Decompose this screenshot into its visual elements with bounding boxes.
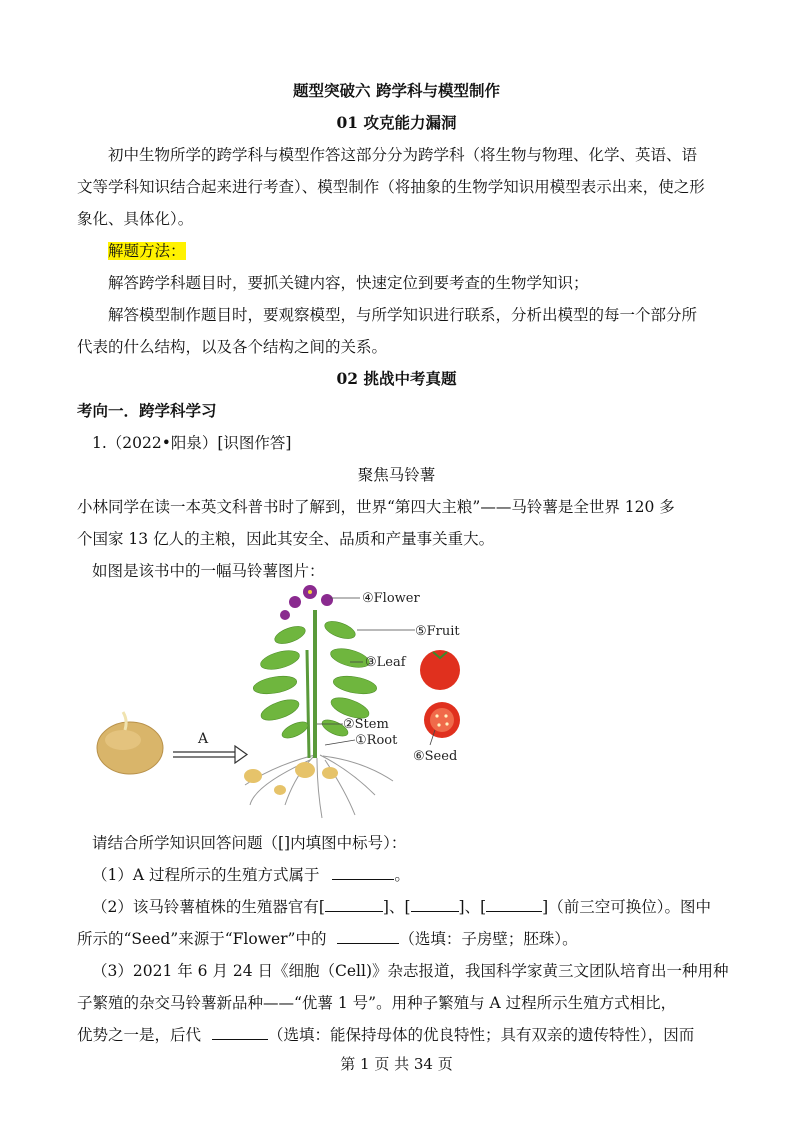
method-label: 解题方法：: [108, 242, 186, 260]
page-title: 题型突破六 跨学科与模型制作: [293, 81, 500, 100]
arrow-a: [173, 731, 247, 763]
passage-line-2: 个国家 13 亿人的主粮，因此其安全、品质和产量事关重大。: [77, 530, 495, 548]
label-leaf: ③Leaf: [365, 655, 406, 670]
label-stem: ②Stem: [343, 717, 389, 732]
topic-heading: 考向一．跨学科学习: [77, 401, 217, 420]
section-heading-1: 01 攻克能力漏洞: [336, 113, 457, 132]
tomato-fruit: [420, 650, 460, 690]
question-1-2-line-1: （2）该马铃薯植株的生殖器官有[ ]、[ ]、[ ]（前三空可换位）。图中: [92, 898, 711, 916]
roots: [245, 755, 393, 818]
question-1-2-line-2: 所示的“Seed”来源于“Flower”中的 （选填：子房壁；胚珠）。: [77, 930, 578, 948]
intro-line-3: 象化、具体化）。: [77, 210, 194, 228]
section-heading-2: 02 挑战中考真题: [336, 369, 457, 388]
label-seed: ⑥Seed: [413, 749, 458, 764]
question-1-3-line-3: 优势之一是，后代 （选填：能保持母体的优良特性；具有双亲的遗传特性），因而: [77, 1026, 695, 1044]
label-fruit: ⑤Fruit: [415, 624, 460, 639]
answer-blank-5[interactable]: [337, 929, 399, 944]
answer-blank-2[interactable]: [325, 897, 383, 912]
intro-line-1: 初中生物所学的跨学科与模型作答这部分分为跨学科（将生物与物理、化学、英语、语: [108, 146, 698, 164]
passage-line-3: 如图是该书中的一幅马铃薯图片：: [92, 562, 325, 580]
method-2-line-2: 代表的什么结构，以及各个结构之间的关系。: [77, 338, 388, 356]
label-root: ①Root: [355, 733, 398, 748]
question-1-head: 1.（2022•阳泉）[识图作答]: [92, 434, 292, 452]
answer-blank-6[interactable]: [212, 1025, 268, 1040]
method-2-line-1: 解答模型制作题目时，要观察模型，与所学知识进行联系，分析出模型的每一个部分所: [108, 306, 698, 324]
question-1-3-line-1: （3）2021 年 6 月 24 日《细胞（Cell)》杂志报道，我国科学家黄三文团队培育出一种用种: [92, 962, 729, 980]
question-1-3-line-2: 子繁殖的杂交马铃薯新品种——“优薯 1 号”。用种子繁殖与 A 过程所示生殖方式相比，: [77, 994, 677, 1012]
passage-line-1: 小林同学在读一本英文科普书时了解到，世界“第四大主粮”——马铃薯是全世界 120 多: [77, 498, 675, 516]
arrow-a-label: A: [198, 731, 209, 747]
question-1-1: （1）A 过程所示的生殖方式属于 。: [92, 866, 410, 884]
instruction: 请结合所学知识回答问题（[]内填图中标号）：: [92, 834, 407, 852]
page-footer: 第 1 页 共 34 页: [340, 1055, 453, 1073]
method-1: 解答跨学科题目时，要抓关键内容，快速定位到要考查的生物学知识；: [108, 274, 589, 292]
flowers: [280, 585, 333, 620]
passage-title: 聚焦马铃薯: [357, 466, 436, 484]
intro-line-2: 文等学科知识结合起来进行考查）、模型制作（将抽象的生物学知识用模型表示出来，使之形: [77, 178, 705, 196]
answer-blank-3[interactable]: [411, 897, 459, 912]
answer-blank-1[interactable]: [332, 865, 394, 880]
answer-blank-4[interactable]: [486, 897, 542, 912]
potato-plant-figure: [95, 580, 475, 820]
label-flower: ④Flower: [362, 591, 420, 606]
